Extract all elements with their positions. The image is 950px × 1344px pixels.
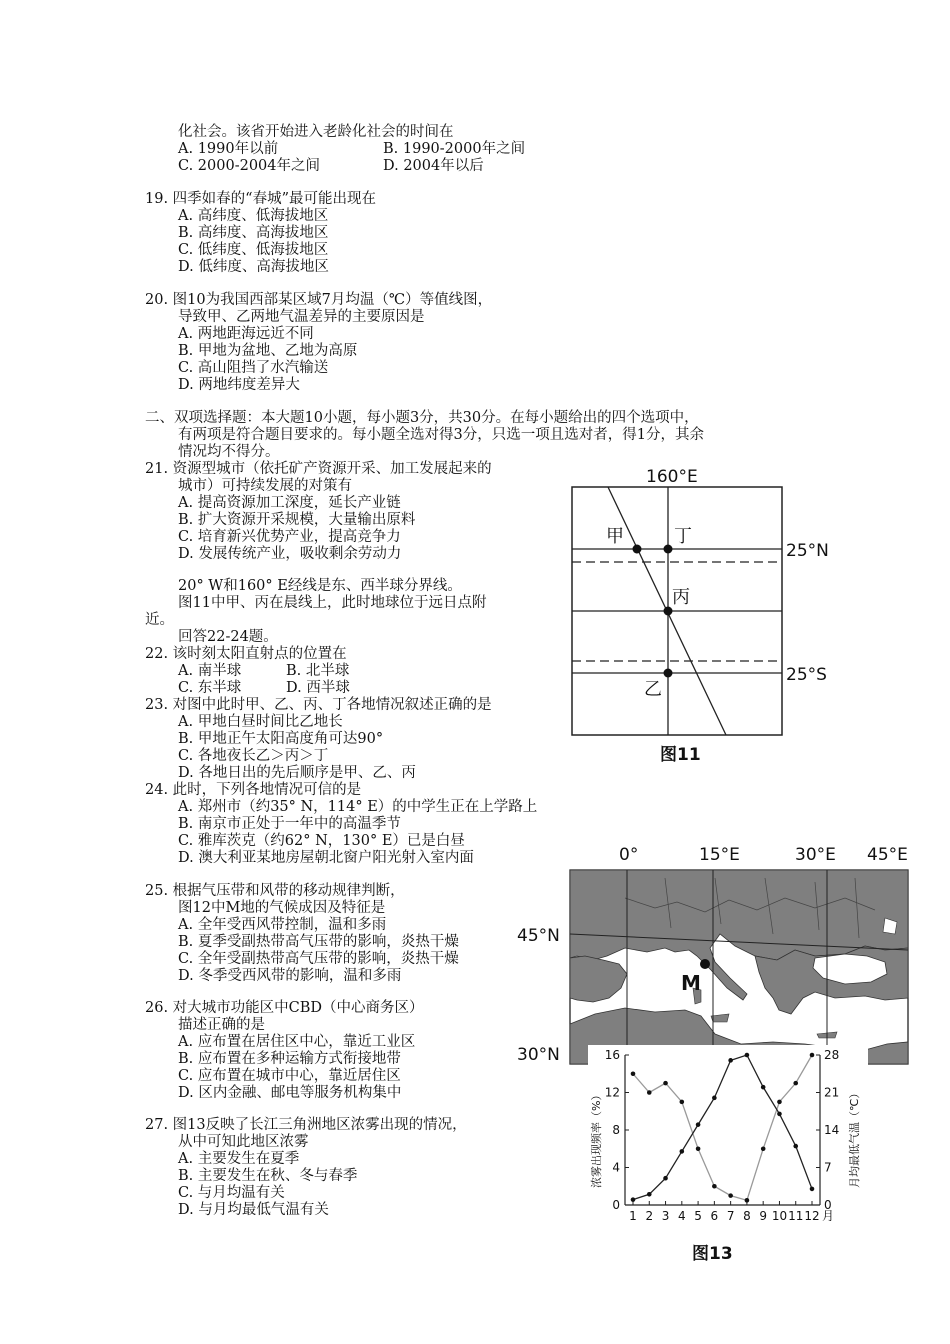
q26-stem-2: 描述正确的是 xyxy=(178,1017,265,1033)
fig13-x-tick-label: 11 xyxy=(788,1209,804,1223)
q27-option-d: D. 与月均最低气温有关 xyxy=(178,1202,329,1218)
fig13-series-1-point xyxy=(647,1090,652,1095)
fig13-left-tick-label: 12 xyxy=(604,1085,620,1100)
fig11-yi-label: 乙 xyxy=(644,679,662,700)
q18-option-a: A. 1990年以前 xyxy=(178,141,279,157)
q25-option-b: B. 夏季受副热带高气压带的影响，炎热干燥 xyxy=(178,934,459,950)
q23-option-d: D. 各地日出的先后顺序是甲、乙、丙 xyxy=(178,765,416,781)
fig13-series-1-point xyxy=(663,1081,668,1086)
fig11-ding-label: 丁 xyxy=(674,526,692,547)
q26-option-a: A. 应布置在居住区中心，靠近工业区 xyxy=(178,1034,416,1050)
q20-option-d: D. 两地纬度差异大 xyxy=(178,377,300,393)
fig12-lat30-label: 30°N xyxy=(517,1045,560,1065)
q25-option-c: C. 全年受副热带高气压带的影响，炎热干燥 xyxy=(178,951,459,967)
q27-stem-2: 从中可知此地区浓雾 xyxy=(178,1134,309,1150)
fig13-x-tick-label: 9 xyxy=(759,1209,768,1223)
q20-stem: 20. 图10为我国西部某区域7月均温（℃）等值线图， xyxy=(145,292,493,308)
fig12-lon45-label: 45°E xyxy=(867,845,908,865)
fig12-lat45-label: 45°N xyxy=(517,926,560,946)
fig13-x-tick-label: 8 xyxy=(743,1209,751,1223)
q23-option-a: A. 甲地白昼时间比乙地长 xyxy=(178,714,343,730)
q25-stem: 25. 根据气压带和风带的移动规律判断， xyxy=(145,883,405,899)
q19-option-a: A. 高纬度、低海拔地区 xyxy=(178,208,329,224)
q24-option-c: C. 雅库茨克（约62° N，130° E）已是白昼 xyxy=(178,833,465,849)
q22-option-a: A. 南半球 xyxy=(178,663,242,679)
q19-stem: 19. 四季如春的“春城”最可能出现在 xyxy=(145,191,376,207)
fig13-series-2-point xyxy=(777,1112,782,1117)
fig13-series-2-point xyxy=(680,1149,685,1154)
fig13-x-tick-label: 5 xyxy=(694,1209,702,1223)
figure-12-map xyxy=(515,838,925,1070)
fig13-series-2-point xyxy=(810,1187,815,1192)
q22-stem: 22. 该时刻太阳直射点的位置在 xyxy=(145,646,347,662)
fig13-ylabel-right: 月均最低气温（℃） xyxy=(848,1087,861,1188)
intro22-line-2: 图11中甲、丙在晨线上，此时地球位于远日点附 xyxy=(178,595,487,611)
fig13-x-tick-label: 3 xyxy=(661,1209,670,1223)
fig13-right-tick-label: 28 xyxy=(824,1048,840,1062)
fig13-right-tick-label: 0 xyxy=(824,1198,832,1212)
intro22-line-1: 20° W和160° E经线是东、西半球分界线。 xyxy=(178,578,462,594)
q27-option-c: C. 与月均温有关 xyxy=(178,1185,285,1201)
fig12-lon15-label: 15°E xyxy=(699,845,740,865)
fig13-caption: 图13 xyxy=(692,1244,733,1264)
q22-option-b: B. 北半球 xyxy=(286,663,350,679)
q21-option-b: B. 扩大资源开采规模，大量输出原料 xyxy=(178,512,416,528)
q23-stem: 23. 对图中此时甲、乙、丙、丁各地情况叙述正确的是 xyxy=(145,697,492,713)
fig13-left-tick-label: 0 xyxy=(612,1198,620,1212)
q22-option-c: C. 东半球 xyxy=(178,680,242,696)
q25-option-d: D. 冬季受西风带的影响，温和多雨 xyxy=(178,968,402,984)
fig13-x-tick-label: 6 xyxy=(710,1209,719,1223)
intro22-line-3: 近。 xyxy=(145,612,174,628)
intro22-line-4: 回答22-24题。 xyxy=(178,629,278,645)
figure-13-chart xyxy=(580,1045,870,1275)
fig13-series-2-point xyxy=(728,1058,733,1063)
fig13-series-2-point xyxy=(631,1197,636,1202)
section2-heading: 二、双项选择题：本大题10小题，每小题3分，共30分。在每小题给出的四个选项中， xyxy=(145,410,699,426)
q20-option-c: C. 高山阻挡了水汽输送 xyxy=(178,360,329,376)
q21-stem: 21. 资源型城市（依托矿产资源开采、加工发展起来的 xyxy=(145,461,492,477)
q21-option-c: C. 培育新兴优势产业，提高竞争力 xyxy=(178,529,401,545)
fig11-jia-label: 甲 xyxy=(606,526,624,547)
fig13-series-2-point xyxy=(663,1176,668,1181)
fig13-left-tick-label: 16 xyxy=(604,1048,620,1062)
fig13-x-tick-label: 12 xyxy=(804,1209,820,1223)
q27-option-a: A. 主要发生在夏季 xyxy=(178,1151,300,1167)
fig13-series-1-point xyxy=(761,1146,766,1151)
fig13-x-tick-label: 2 xyxy=(645,1209,654,1223)
fig13-series-1-point xyxy=(631,1071,636,1076)
q26-option-d: D. 区内金融、邮电等服务机构集中 xyxy=(178,1085,402,1101)
fig13-series-1-point xyxy=(728,1193,733,1198)
q26-option-b: B. 应布置在多种运输方式衔接地带 xyxy=(178,1051,401,1067)
fig13-series-2-point xyxy=(793,1144,798,1149)
q24-option-a: A. 郑州市（约35° N，114° E）的中学生正在上学路上 xyxy=(178,799,538,815)
fig11-lat-n-label: 25°N xyxy=(786,541,829,561)
q23-option-b: B. 甲地正午太阳高度角可达90° xyxy=(178,731,384,747)
q18-option-d: D. 2004年以后 xyxy=(383,158,484,174)
q26-stem: 26. 对大城市功能区中CBD（中心商务区） xyxy=(145,1000,424,1016)
q20-option-a: A. 两地距海远近不同 xyxy=(178,326,314,342)
fig13-series-2-point xyxy=(745,1053,750,1058)
fig13-right-tick-label: 7 xyxy=(824,1160,832,1175)
fig12-lon30-label: 30°E xyxy=(795,845,836,865)
figure-11-diagram xyxy=(560,455,850,775)
q26-option-c: C. 应布置在城市中心，靠近居住区 xyxy=(178,1068,401,1084)
fig13-series-1-point xyxy=(745,1198,750,1203)
fig13-right-tick-label: 14 xyxy=(824,1123,840,1137)
fig13-series-1-point xyxy=(712,1184,717,1189)
fig12-m-label: M xyxy=(681,971,701,995)
q27-option-b: B. 主要发生在秋、冬与春季 xyxy=(178,1168,358,1184)
q20-option-b: B. 甲地为盆地、乙地为高原 xyxy=(178,343,358,359)
fig13-series-2-point xyxy=(712,1096,717,1101)
q19-option-d: D. 低纬度、高海拔地区 xyxy=(178,259,329,275)
section2-heading-3: 情况均不得分。 xyxy=(178,444,280,460)
fig13-left-tick-label: 4 xyxy=(612,1160,620,1175)
fig13-x-tick-label: 7 xyxy=(726,1209,735,1223)
q18-tail: 化社会。该省开始进入老龄化社会的时间在 xyxy=(178,124,454,140)
q24-stem: 24. 此时，下列各地情况可信的是 xyxy=(145,782,362,798)
q25-stem-2: 图12中M地的气候成因及特征是 xyxy=(178,900,386,916)
fig11-lat-s-label: 25°S xyxy=(786,665,827,685)
q24-option-b: B. 南京市正处于一年中的高温季节 xyxy=(178,816,401,832)
q19-option-c: C. 低纬度、低海拔地区 xyxy=(178,242,329,258)
fig11-bing-label: 丙 xyxy=(672,587,690,608)
q18-option-b: B. 1990-2000年之间 xyxy=(383,141,526,157)
fig13-right-tick-label: 21 xyxy=(824,1085,840,1100)
q20-stem-2: 导致甲、乙两地气温差异的主要原因是 xyxy=(178,309,425,325)
q21-option-a: A. 提高资源加工深度，延长产业链 xyxy=(178,495,401,511)
fig13-left-tick-label: 8 xyxy=(612,1123,620,1137)
q27-stem: 27. 图13反映了长江三角洲地区浓雾出现的情况， xyxy=(145,1117,467,1133)
fig13-series-1-point xyxy=(696,1146,701,1151)
fig11-caption: 图11 xyxy=(660,745,701,765)
fig13-series-2-point xyxy=(696,1122,701,1127)
q24-option-d: D. 澳大利亚某地房屋朝北窗户阳光射入室内面 xyxy=(178,850,474,866)
q25-option-a: A. 全年受西风带控制，温和多雨 xyxy=(178,917,387,933)
q21-stem-2: 城市）可持续发展的对策有 xyxy=(178,478,352,494)
fig11-lon-label: 160°E xyxy=(646,467,698,487)
fig13-series-2-point xyxy=(647,1192,652,1197)
fig12-lon0-label: 0° xyxy=(619,845,639,865)
fig13-ylabel-left: 浓雾出现频率（%） xyxy=(590,1089,603,1188)
fig13-series-1-point xyxy=(793,1081,798,1086)
q23-option-c: C. 各地夜长乙＞丙＞丁 xyxy=(178,748,329,764)
fig13-series-2-point xyxy=(761,1085,766,1090)
fig13-series-1-point xyxy=(777,1100,782,1105)
fig13-series-1-point xyxy=(680,1100,685,1105)
q18-option-c: C. 2000-2004年之间 xyxy=(178,158,320,174)
q21-option-d: D. 发展传统产业，吸收剩余劳动力 xyxy=(178,546,402,562)
q22-option-d: D. 西半球 xyxy=(286,680,350,696)
section2-heading-2: 有两项是符合题目要求的。每小题全选对得3分，只选一项且选对者，得1分，其余 xyxy=(178,427,704,443)
fig13-x-tick-label: 10 xyxy=(771,1209,788,1223)
fig13-x-tick-label: 1 xyxy=(629,1209,637,1223)
fig13-x-tick-label: 4 xyxy=(677,1209,686,1223)
fig13-series-1-point xyxy=(810,1053,815,1058)
fig13-x-unit: 月 xyxy=(822,1209,835,1223)
q19-option-b: B. 高纬度、高海拔地区 xyxy=(178,225,329,241)
